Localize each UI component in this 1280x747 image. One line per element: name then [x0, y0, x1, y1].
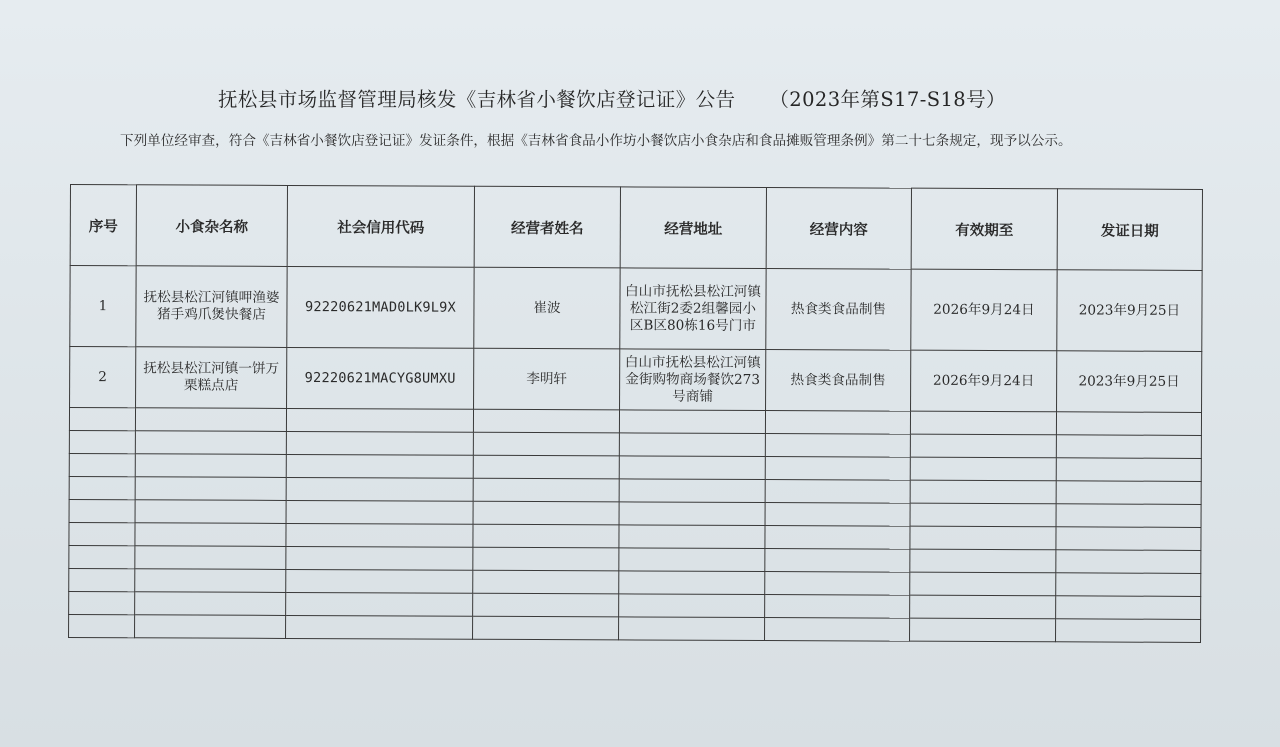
- header-issue-date: 发证日期: [1057, 189, 1202, 271]
- cell-valid-until: 2026年9月24日: [911, 269, 1057, 351]
- empty-cell: [765, 434, 910, 458]
- notice-title: [218, 84, 1006, 112]
- empty-cell: [135, 615, 286, 639]
- empty-cell: [619, 548, 765, 572]
- empty-cell: [135, 592, 286, 616]
- empty-cell: [619, 594, 765, 618]
- cell-credit-code: 92220621MAD0LK9L9X: [287, 266, 474, 348]
- empty-cell: [619, 525, 765, 549]
- empty-cell: [1056, 412, 1201, 436]
- empty-cell: [69, 591, 135, 614]
- table-row: [70, 266, 1202, 352]
- header-business: 经营内容: [766, 188, 911, 270]
- empty-cell: [473, 432, 619, 456]
- header-no: 序号: [70, 185, 136, 266]
- empty-cell: [910, 618, 1056, 642]
- empty-cell: [765, 503, 910, 527]
- empty-cell: [765, 618, 910, 642]
- table-row: [70, 347, 1202, 413]
- empty-cell: [765, 549, 910, 573]
- empty-cell: [765, 526, 910, 550]
- empty-cell: [910, 457, 1056, 481]
- empty-cell: [910, 480, 1056, 504]
- empty-cell: [473, 501, 619, 525]
- empty-cell: [286, 500, 473, 524]
- empty-cell: [69, 499, 135, 522]
- notice-intro: 下列单位经审查，符合《吉林省小餐饮店登记证》发证条件，根据《吉林省食品小作坊小餐饮店小食杂店和食品摊贩管理条例》第二十七条规定，现予以公示。: [120, 133, 1072, 149]
- empty-cell: [1056, 573, 1201, 597]
- empty-cell: [910, 434, 1056, 458]
- empty-cell: [765, 595, 910, 619]
- empty-cell: [1056, 481, 1201, 505]
- empty-cell: [1056, 435, 1201, 459]
- empty-cell: [135, 500, 286, 524]
- empty-cell: [765, 572, 910, 596]
- empty-cell: [473, 547, 619, 571]
- cell-address: 白山市抚松县松江河镇金街购物商场餐饮273号商铺: [620, 349, 766, 411]
- empty-cell: [619, 456, 765, 480]
- empty-cell: [69, 522, 135, 545]
- empty-cell: [473, 524, 619, 548]
- cell-name: 抚松县松江河镇一饼万栗糕点店: [136, 347, 287, 409]
- empty-cell: [619, 617, 765, 641]
- empty-cell: [69, 408, 135, 431]
- empty-cell: [910, 411, 1056, 435]
- table-header-row: [70, 185, 1202, 271]
- header-valid-until: 有效期至: [911, 188, 1057, 270]
- empty-cell: [473, 409, 619, 433]
- empty-cell: [473, 593, 619, 617]
- empty-cell: [135, 431, 286, 455]
- cell-credit-code: 92220621MACYG8UMXU: [287, 347, 474, 409]
- empty-cell: [286, 592, 473, 616]
- empty-cell: [765, 411, 910, 435]
- cell-name: 抚松县松江河镇呷渔婆猪手鸡爪煲快餐店: [136, 266, 287, 348]
- empty-cell: [910, 572, 1056, 596]
- empty-cell: [473, 570, 619, 594]
- registration-table: [68, 184, 1203, 643]
- empty-cell: [286, 477, 473, 501]
- cell-operator: 崔波: [474, 267, 620, 349]
- empty-cell: [1056, 458, 1201, 482]
- empty-cell: [1056, 504, 1201, 528]
- empty-cell: [135, 408, 286, 432]
- empty-cell: [286, 454, 473, 478]
- empty-cell: [910, 595, 1056, 619]
- empty-cell: [1056, 550, 1201, 574]
- header-operator: 经营者姓名: [474, 186, 620, 268]
- empty-cell: [286, 615, 473, 639]
- empty-cell: [69, 568, 135, 591]
- empty-cell: [619, 410, 765, 434]
- empty-cell: [286, 408, 473, 432]
- cell-valid-until: 2026年9月24日: [911, 350, 1057, 412]
- empty-cell: [286, 431, 473, 455]
- empty-cell: [1056, 619, 1201, 643]
- notice-issue-number: （2023年第S17-S18号）: [769, 88, 1006, 111]
- empty-cell: [473, 616, 619, 640]
- empty-cell: [69, 614, 135, 637]
- empty-cell: [69, 430, 135, 453]
- cell-no: 2: [70, 347, 136, 408]
- empty-cell: [135, 523, 286, 547]
- empty-cell: [619, 433, 765, 457]
- empty-cell: [619, 571, 765, 595]
- notice-title-text: 抚松县市场监督管理局核发《吉林省小餐饮店登记证》公告: [218, 88, 736, 111]
- empty-cell: [135, 477, 286, 501]
- empty-cell: [910, 549, 1056, 573]
- empty-cell: [910, 526, 1056, 550]
- cell-business: 热食类食品制售: [766, 269, 911, 351]
- cell-operator: 李明轩: [474, 348, 620, 410]
- empty-cell: [69, 476, 135, 499]
- empty-cell: [135, 569, 286, 593]
- empty-cell: [135, 546, 286, 570]
- empty-cell: [473, 478, 619, 502]
- header-name: 小食杂名称: [136, 185, 287, 267]
- empty-cell: [286, 546, 473, 570]
- empty-cell: [473, 455, 619, 479]
- header-credit-code: 社会信用代码: [287, 185, 474, 267]
- empty-cell: [765, 457, 910, 481]
- empty-table-row: [69, 614, 1201, 642]
- empty-cell: [910, 503, 1056, 527]
- cell-issue-date: 2023年9月25日: [1057, 351, 1202, 413]
- empty-cell: [69, 453, 135, 476]
- empty-cell: [1056, 596, 1201, 620]
- header-address: 经营地址: [620, 187, 766, 269]
- cell-issue-date: 2023年9月25日: [1057, 270, 1202, 352]
- empty-cell: [286, 523, 473, 547]
- empty-cell: [765, 480, 910, 504]
- cell-no: 1: [70, 266, 136, 347]
- cell-business: 热食类食品制售: [766, 350, 911, 412]
- empty-cell: [619, 502, 765, 526]
- empty-cell: [286, 569, 473, 593]
- empty-cell: [1056, 527, 1201, 551]
- empty-cell: [135, 454, 286, 478]
- empty-cell: [69, 545, 135, 568]
- cell-address: 白山市抚松县松江河镇松江街2委2组馨园小区B区80栋16号门市: [620, 268, 766, 350]
- empty-cell: [619, 479, 765, 503]
